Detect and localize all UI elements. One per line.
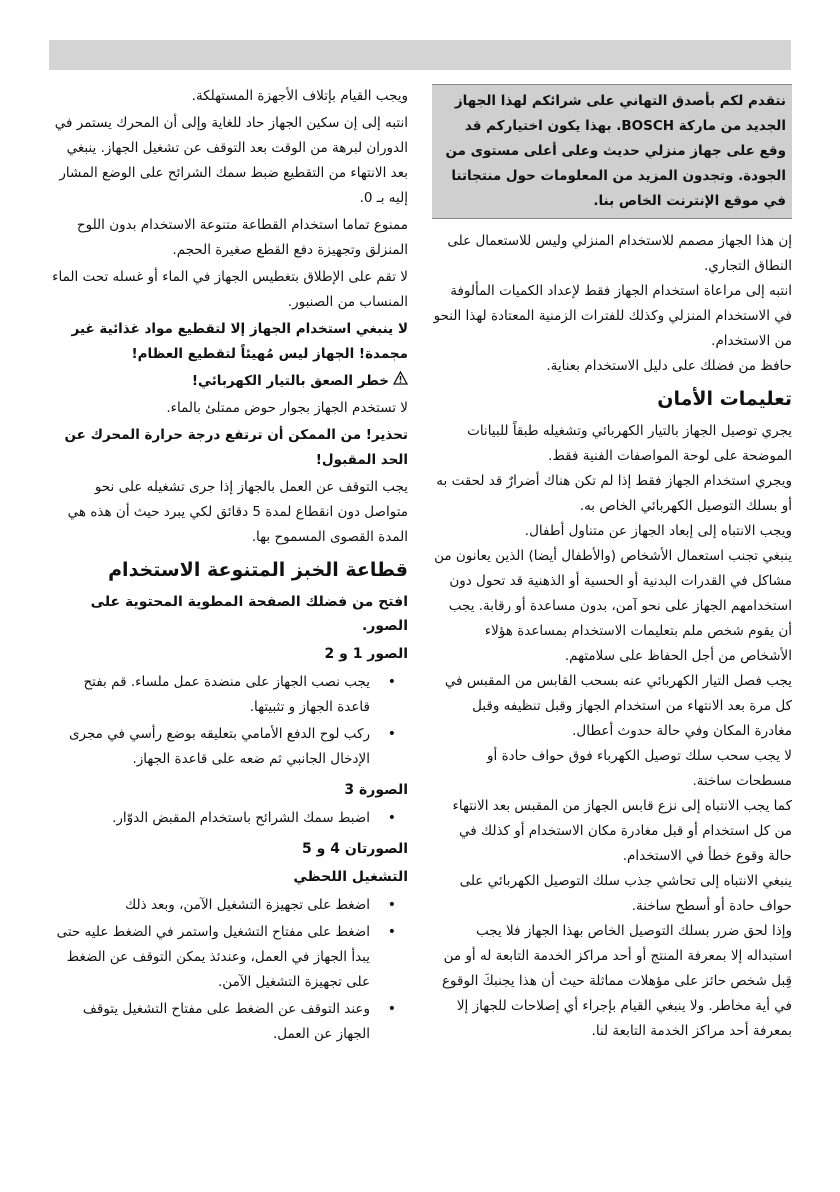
electric-shock-warning-text: لا تستخدم الجهاز بجوار حوض ممتلئ بالماء. (166, 400, 408, 416)
paragraph-no-use-without-slide: ممنوع تماما استخدام القطاعة متنوعة الاستخدام بدون اللوح المنزلق وتجهيزة دفع القطع صغيرة الحجم. (76, 217, 408, 258)
safety-paragraph-9: وإذا لحق ضرر بسلك التوصيل الخاص بهذا الجهاز فلا يجب استبداله إلا بمعرفة المنتج أو أحد مراكز الخدمة التابعة له أو من قِبل شخص حائز على مؤهلات مماثلة حيث أن هذا يجنبكَ الوقوع في أية مخاطر. ولا ينبغي القيام بإجراء أي إصلاحات للجهاز إلا بمعرفة أحد مراكز الخدمة التابعة لنا. (442, 923, 792, 1039)
steps-figures-1-2 (48, 670, 408, 772)
figure-label-1-2: الصور 1 و 2 (324, 646, 408, 662)
left-column (48, 84, 408, 1053)
steps-figure-3 (48, 806, 408, 831)
paragraph-keep-manual: حافظ من فضلك على دليل الاستخدام بعناية. (546, 358, 792, 374)
safety-paragraph-4: ينبغي تجنب استعمال الأشخاص (والأطفال أيضا) الذين يعانون من مشاكل في القدرات البدنية أو الحسية أو الذهنية قد تحول دون استخدامهم الجهاز على نحو آمن، بدون مساعدة أو رقابة. يجب أن يقوم شخص ملم بتعليمات الاستخدام بمساعدة هؤلاء الأشخاص من أجل الحفاظ على سلامتهم. (434, 548, 792, 664)
paragraph-disposal: ويجب القيام بإتلاف الأجهزة المستهلكة. (191, 88, 408, 104)
instant-operation-heading: التشغيل اللحظي (293, 869, 408, 885)
electric-shock-warning-title (48, 369, 408, 394)
safety-paragraph-5: يجب فصل التيار الكهربائي عنه بسحب القابس من المقبس في كل مرة بعد الانتهاء من استخدام الجهاز وقبل تنظيفه وقبل مغادرة المكان وفي حالة حدوث أعطال. (444, 673, 792, 739)
page-header-bar (49, 40, 791, 70)
paragraph-frozen-warning: لا ينبغي استخدام الجهاز إلا لتقطيع مواد غذائية غير مجمدة! الجهاز ليس مُهيئاً لتقطيع العظام! (71, 321, 408, 362)
open-foldout-instruction: افتح من فضلك الصفحة المطوية المحتوية على الصور. (90, 594, 408, 634)
motor-caution-title: تحذير! من الممكن أن ترتفع درجة حرارة المحرك عن الحد المقبول! (64, 427, 408, 468)
figure-label-4-5: الصورتان 4 و 5 (302, 841, 408, 857)
warning-title-text: خطر الصعق بالتيار الكهربائي! (191, 373, 389, 389)
safety-paragraph-3: ويجب الانتباه إلى إبعاد الجهاز عن متناول أطفال. (524, 523, 792, 539)
intro-box: نتقدم لكم بأصدق التهاني على شرائكم لهذا الجهاز الجديد من ماركة BOSCH. بهذا يكون اختياركم قد وقع على جهاز منزلي حديث وعلى أعلى مستوى من الجودة. وتجدون المزيد من المعلومات حول منتجاتنا في موقع الإنترنت الخاص بنا. (432, 84, 792, 219)
safety-paragraph-8: ينبغي الانتباه إلى تحاشي جذب سلك التوصيل الكهربائي على حواف حادة أو أسطح ساخنة. (459, 873, 792, 914)
list-item: • اضبط سمك الشرائح باستخدام المقبض الدوّار. (48, 806, 408, 831)
motor-caution-text: يجب التوقف عن العمل بالجهاز إذا جرى تشغيله على نحو متواصل دون انقطاع لمدة 5 دقائق لكي يبرد حيث أن هذه هي المدة القصوى المسموح بها. (67, 479, 408, 545)
safety-paragraph-6: لا يجب سحب سلك توصيل الكهرباء فوق حواف حادة أو مسطحات ساخنة. (487, 748, 792, 789)
list-item: • وعند التوقف عن الضغط على مفتاح التشغيل يتوقف الجهاز عن العمل. (48, 997, 408, 1047)
safety-paragraph-1: يجري توصيل الجهاز بالتيار الكهربائي وتشغيله طبقاً للبيانات الموضحة على لوحة المواصفات الفنية فقط. (467, 423, 792, 464)
paragraph-no-immersion: لا تقم على الإطلاق بتغطيس الجهاز في الماء أو غسله تحت الماء المنساب من الصنبور. (52, 269, 408, 310)
safety-paragraph-2: ويجري استخدام الجهاز فقط إذا لم تكن هناك أضرارٌ قد لحقت به أو بسلك التوصيل الكهربائي الخاص به. (436, 473, 792, 514)
paragraph-household-use: إن هذا الجهاز مصمم للاستخدام المنزلي وليس للاستعمال على النطاق التجاري. (447, 233, 792, 274)
list-item: • ركب لوح الدفع الأمامي بتعليقه بوضع رأسي في مجرى الإدخال الجانبي ثم ضعه على قاعدة الجهاز. (48, 722, 408, 772)
paragraph-sharp-blade: انتبه إلى إن سكين الجهاز حاد للغاية وإلى أن المحرك يستمر في الدوران لبرهة من الوقت بعد التوقف عن تشغيل الجهاز. ينبغي بعد الانتهاء من التقطيع ضبط سمك الشرائح على الوضع المشار إليه بـ 0. (54, 115, 408, 206)
right-column (432, 84, 792, 1044)
section-heading-bread-slicer: قطاعة الخبز المتنوعة الاستخدام (108, 559, 408, 581)
paragraph-quantities: انتبه إلى مراعاة استخدام الجهاز فقط لإعداد الكميات المألوفة في الاستخدام المنزلي وكذلك للفترات الزمنية المعتادة لهذا النحو من الاستخدام. (433, 283, 792, 349)
safety-heading: تعليمات الأمان (657, 388, 792, 410)
steps-figures-4-5 (48, 893, 408, 1047)
list-item: • يجب نصب الجهاز على منضدة عمل ملساء. قم بفتح قاعدة الجهاز و تثبيتها. (48, 670, 408, 720)
list-item: • اضغط على تجهيزة التشغيل الآمن، وبعد ذلك (48, 893, 408, 918)
list-item: • اضغط على مفتاح التشغيل واستمر في الضغط عليه حتى يبدأ الجهاز في العمل، وعندئذ يمكن التوقف عن الضغط على تجهيزة التشغيل الآمن. (48, 920, 408, 995)
figure-label-3: الصورة 3 (344, 782, 408, 798)
warning-triangle-icon (393, 369, 408, 394)
safety-paragraph-7: كما يجب الانتباه إلى نزع قابس الجهاز من المقبس بعد الانتهاء من كل استخدام أو قبل مغادرة مكان الاستخدام أو كذلك في حالة وقوع خطأ في الاستخدام. (452, 798, 792, 864)
